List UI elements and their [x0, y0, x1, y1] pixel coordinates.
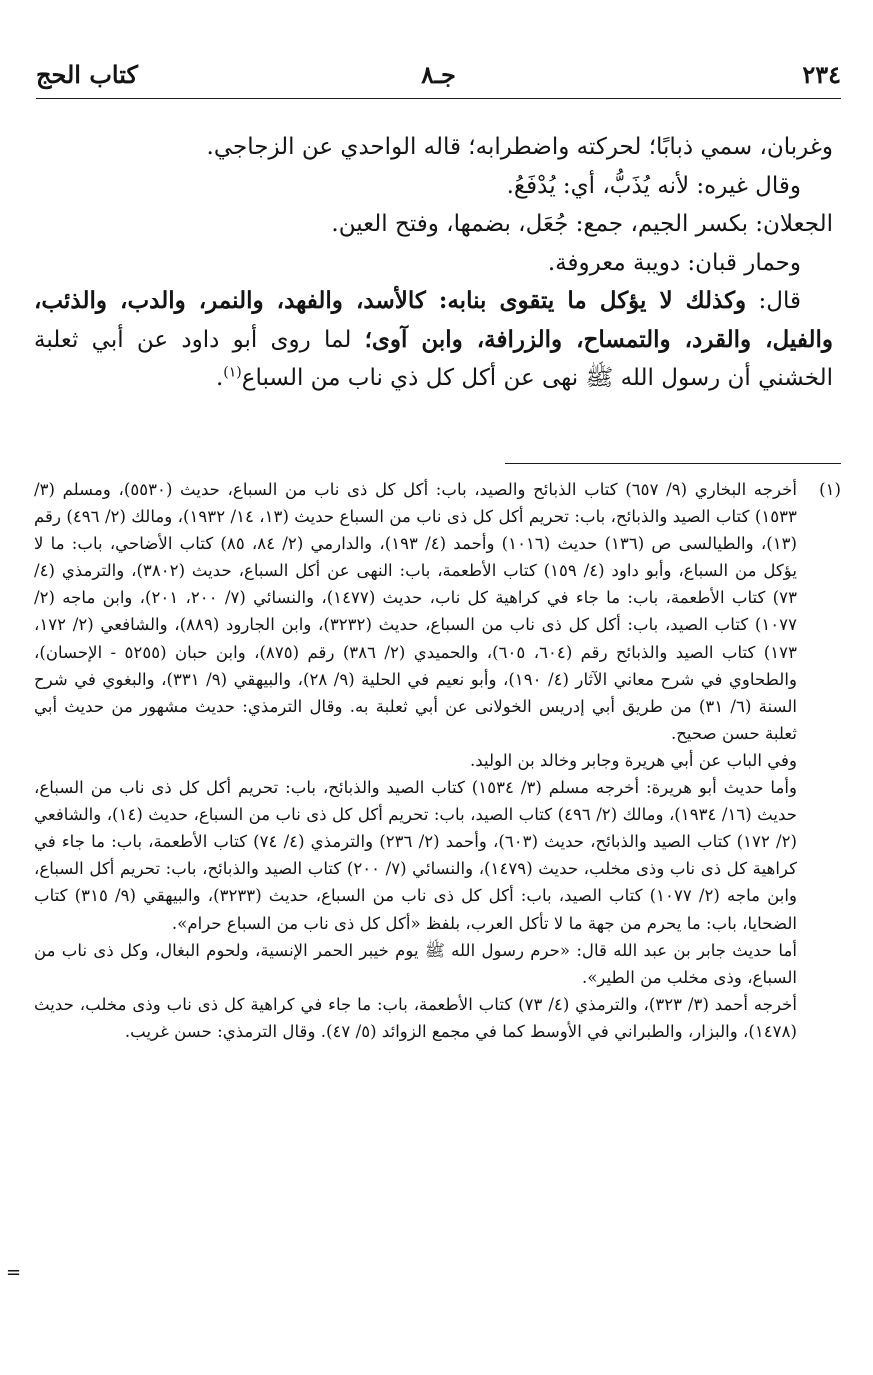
paragraph-5	[34, 282, 833, 398]
footnote-reference: (١)	[223, 364, 242, 381]
footnote-paragraph: أخرجه البخاري (٩/ ٦٥٧) كتاب الذبائح والصيد، باب: أكل كل ذى ناب من السباع، حديث (٥٥٣٠)، ومسلم (٣/ ١٥٣٣) كتاب الصيد والذبائح، باب: تحريم أكل كل ذى ناب من السباع حديث (١٣، ١٤/ ١٩٣٢)، ومالك (٢/ ٤٩٦) رقم (١٣)، والطيالسى ص (١٣٦) حديث (١٠١٦) وأحمد (٤/ ١٩٣)، والدارمي (٢/ ٨٤، ٨٥) كتاب الأضاحي، باب: ما لا يؤكل من السباع، وأبو داود (٤/ ١٥٩) كتاب الأطعمة، باب: النهى عن أكل السباع، حديث (٣٨٠٢)، والترمذي (٤/ ٧٣) كتاب الأطعمة، باب: ما جاء في كراهية كل ناب، حديث (١٤٧٧)، والنسائي (٧/ ٢٠٠، ٢٠١)، وابن ماجه (٢/ ١٠٧٧) كتاب الصيد، باب: أكل كل ذى ناب من السباع، حديث (٣٢٣٢)، وابن الجارود (٨٨٩)، والشافعي (٢/ ١٧٢، ١٧٣) كتاب الصيد والذبائح رقم (٦٠٤، ٦٠٥)، والحميدي (٢/ ٣٨٦) رقم (٨٧٥)، وابن حبان (٥٢٥٥ - الإحسان)، والطحاوي في شرح معاني الآثار (٤/ ١٩٠)، وأبو نعيم في الحلية (٩/ ٢٨)، والبيهقي (٩/ ٣٣١)، والبغوي في شرح السنة (٦/ ٣١) من طريق أبي إدريس الخولانى عن أبي ثعلبة به. وقال الترمذي: حديث مشهور من حديث أبي ثعلبة حسن صحيح.	[34, 480, 798, 743]
footnotes-section	[34, 476, 841, 1045]
footnote-paragraph: أما حديث جابر بن عبد الله قال: «حرم رسول الله ﷺ يوم خيبر الحمر الإنسية، ولحوم البغال، وكل ذى ناب من السباع، وذى مخلب من الطير».	[34, 940, 797, 987]
main-text	[34, 128, 833, 398]
page-header	[36, 56, 841, 96]
paragraph-5-lead: قال:	[746, 288, 801, 314]
footnote-divider	[505, 463, 841, 464]
paragraph-1: وغربان، سمي ذبابًا؛ لحركته واضطرابه؛ قاله الواحدي عن الزجاجي.	[206, 134, 833, 160]
volume-label: جـ٨	[421, 60, 456, 89]
paragraph-2: وقال غيره: لأنه يُذَبُّ، أي: يُدْفَعُ.	[506, 172, 801, 199]
page-number: ٢٣٤	[802, 60, 841, 89]
paragraph-5-bold-text: وكذلك لا يؤكل ما يتقوى بنابه: كالأسد، والفهد، والنمر، والدب، والذئب، والفيل، والقرد، والتمساح، والزرافة، وابن آوى؛	[34, 287, 833, 353]
footnote-body	[34, 476, 797, 1045]
footnote-number: (١)	[819, 480, 841, 499]
book-title: كتاب الحج	[36, 60, 138, 89]
footnote-paragraph: أخرجه أحمد (٣/ ٣٢٣)، والترمذي (٤/ ٧٣) كتاب الأطعمة، باب: ما جاء في كراهية كل ذى ناب وذى مخلب، حديث (١٤٧٨)، والبزار، والطبراني في الأوسط كما في مجمع الزوائد (٥/ ٤٧). وقال الترمذي: حسن غريب.	[34, 994, 798, 1041]
paragraph-4: وحمار قبان: دويبة معروفة.	[547, 249, 801, 276]
continuation-mark: =	[6, 1262, 22, 1283]
footnote-paragraph: وفي الباب عن أبي هريرة وجابر وخالد بن الوليد.	[469, 750, 797, 770]
paragraph-3: الجعلان: بكسر الجيم، جمع: جُعَل، بضمها، وفتح العين.	[331, 211, 833, 237]
header-divider	[36, 98, 841, 99]
paragraph-5-end: .	[215, 365, 224, 391]
paragraph-5-text: لما روى أبو داود عن أبي ثعلبة الخشني أن رسول الله ﷺ نهى عن أكل كل ذي ناب من السباع	[34, 326, 833, 391]
footnote-1	[34, 476, 841, 1045]
footnote-paragraph: وأما حديث أبو هريرة: أخرجه مسلم (٣/ ١٥٣٤) كتاب الصيد والذبائح، باب: تحريم أكل كل ذى ناب من السباع، حديث (١٦/ ١٩٣٤)، ومالك (٢/ ٤٩٦) كتاب الصيد، باب: تحريم أكل كل ذى ناب من السباع، حديث (١٤)، والشافعي (٢/ ١٧٢) كتاب الصيد والذبائح، حديث (٦٠٣)، وأحمد (٢/ ٢٣٦) والترمذي (٤/ ٧٤) كتاب الأطعمة، باب: ما جاء في كراهية كل ذى ناب وذى مخلب، حديث (١٤٧٩)، والنسائي (٧/ ٢٠٠) كتاب الصيد والذبائح، باب: تحريم أكل السباع، وابن ماجه (٢/ ١٠٧٧) كتاب الصيد، باب: أكل كل ذى ناب من السباع، حديث (٣٢٣٣)، والبيهقي (٩/ ٣١٥) كتاب الضحايا، باب: ما يحرم من جهة ما لا تأكل العرب، بلفظ «أكل كل ذى ناب من السباع حرام».	[34, 778, 798, 933]
